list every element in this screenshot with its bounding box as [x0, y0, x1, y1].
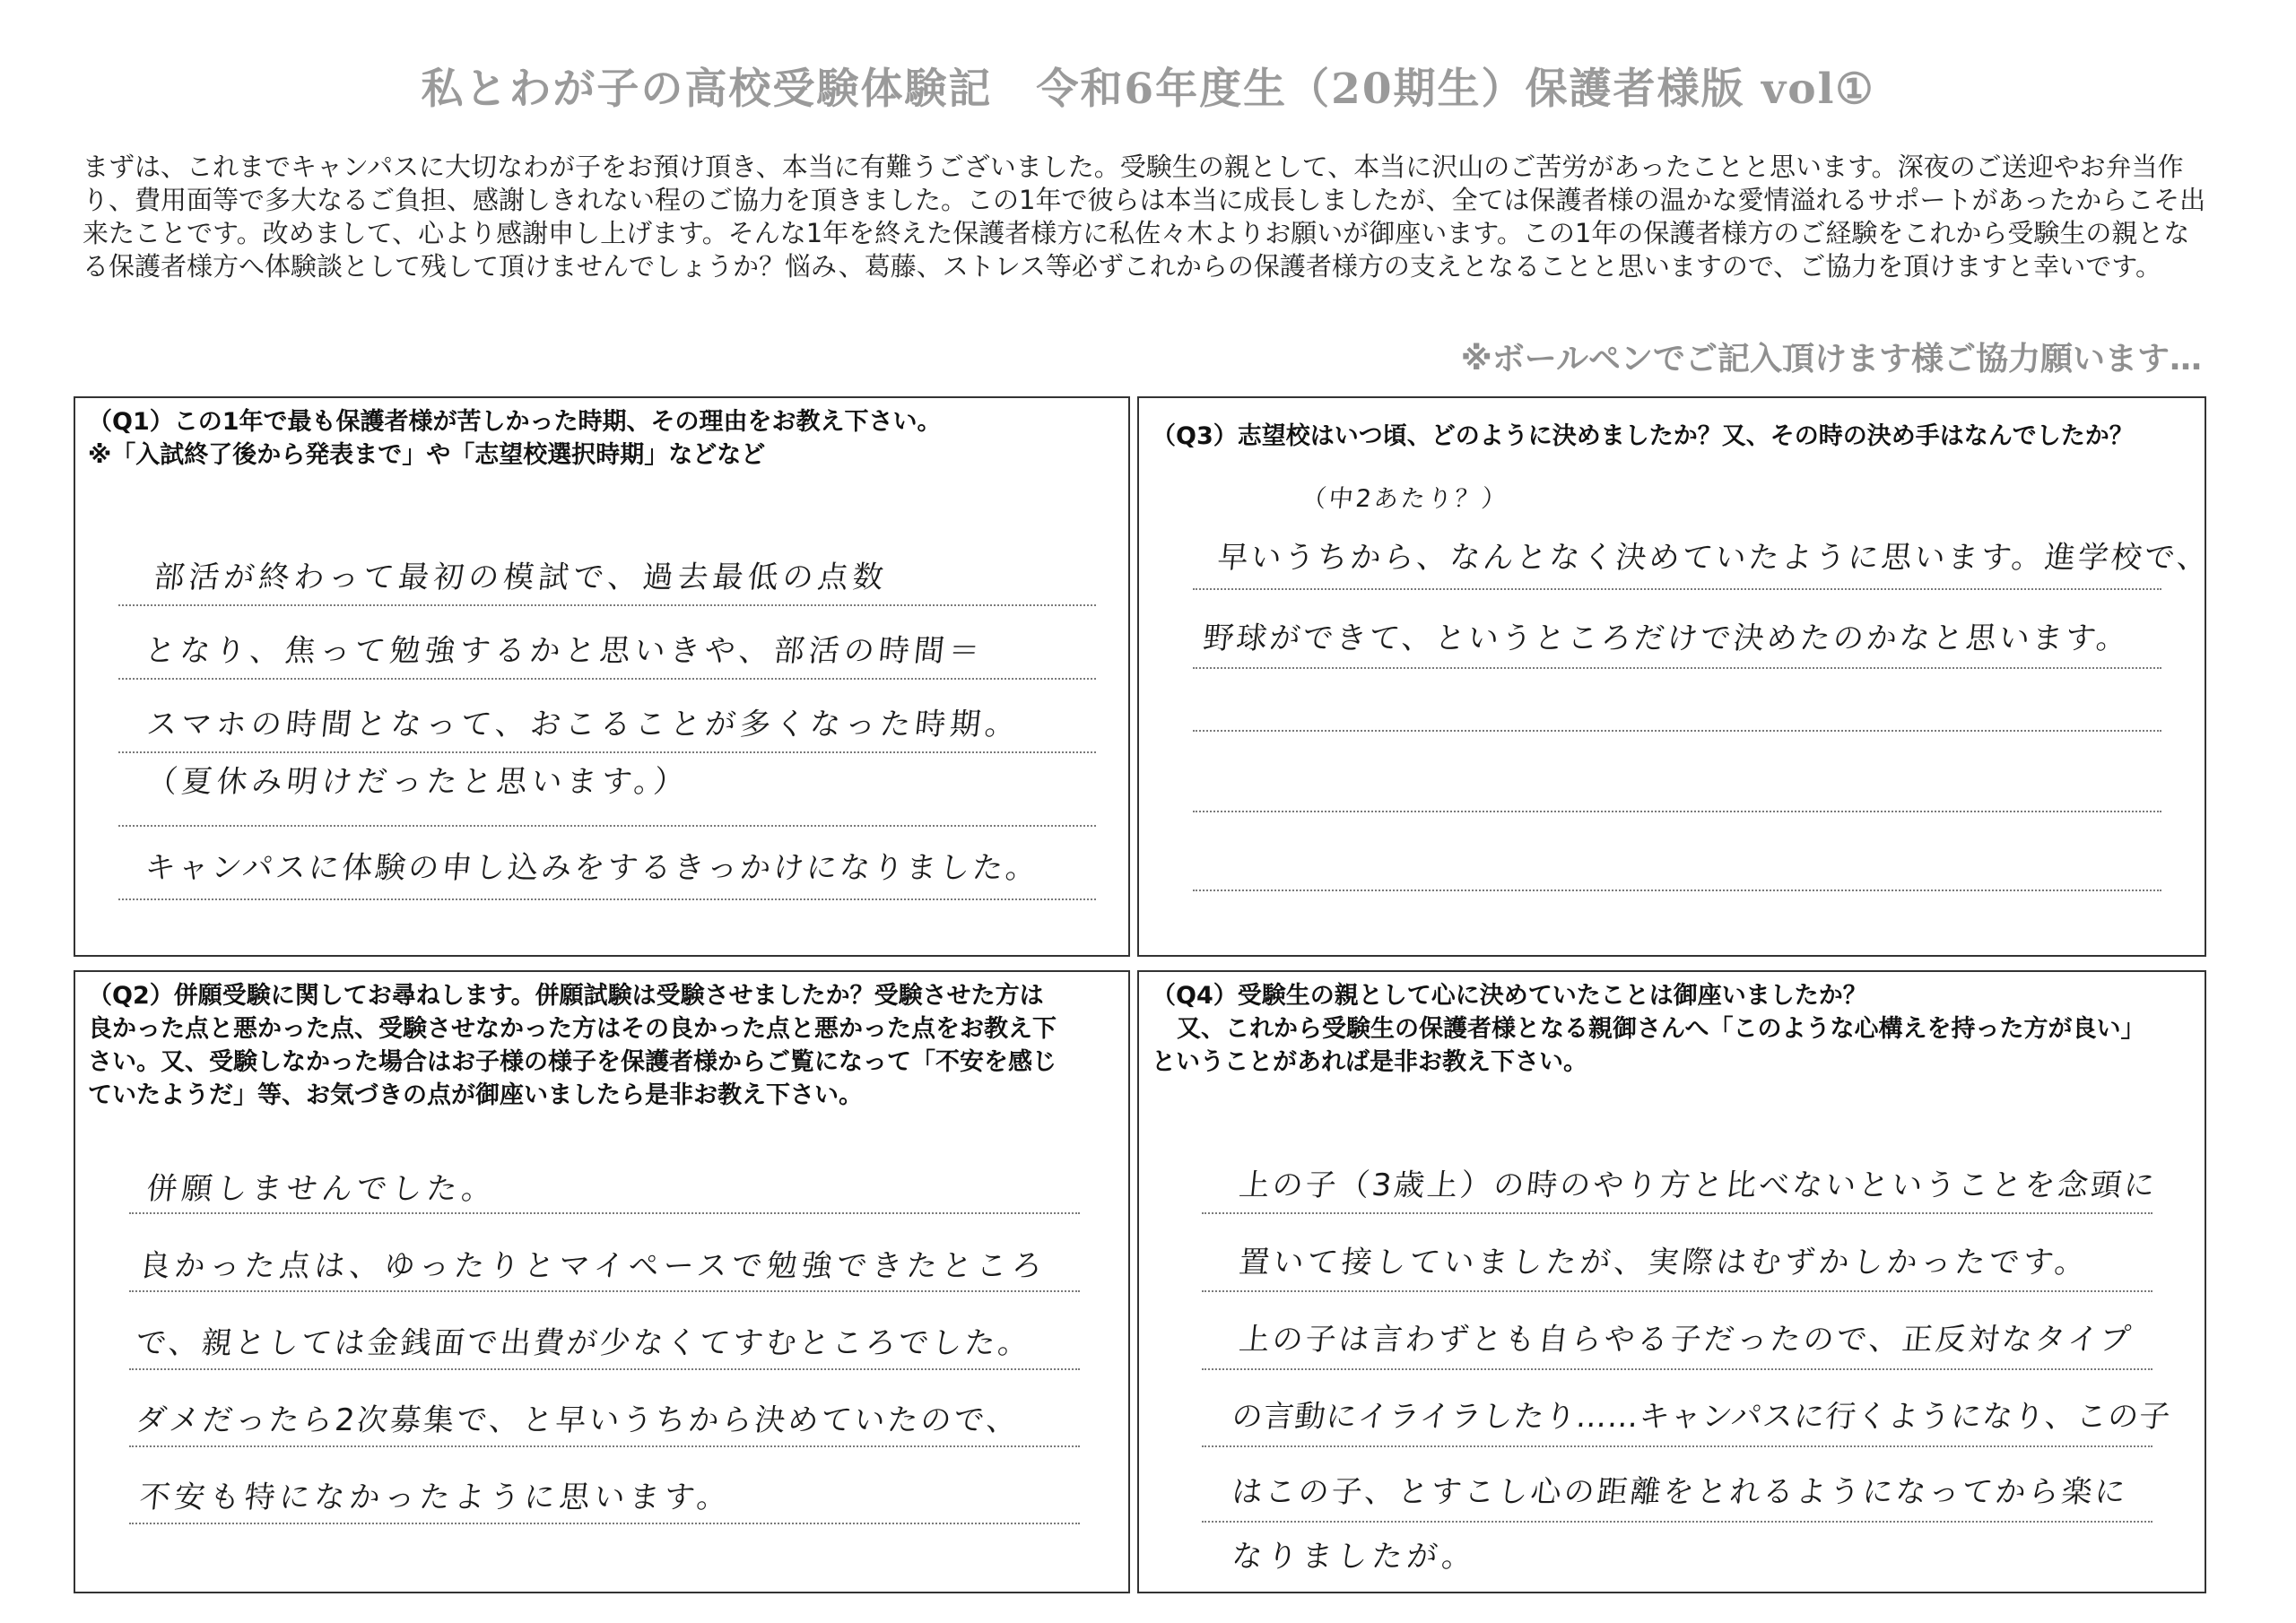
q4-answer-rule: [1202, 1445, 2152, 1447]
q2-answer-rule: [129, 1523, 1080, 1524]
q2-question-line: ていたようだ」等、お気づきの点が御座いましたら是非お教え下さい。: [88, 1081, 863, 1109]
q3-question: [1152, 405, 2196, 453]
q1-answer-line: キャンパスに体験の申し込みをするきっかけになりました。: [143, 850, 1041, 886]
q2-answer-rule: [129, 1212, 1080, 1214]
q3-handwritten-annotation: （中2あたり？）: [1300, 485, 1510, 513]
q4-question-line: ということがあれば是非お教え下さい。: [1152, 1048, 1587, 1076]
q4-answer-line: はこの子、とすこし心の距離をとれるようになってから楽に: [1230, 1474, 2130, 1510]
q1-answer-line: スマホの時間となって、おこることが多くなった時期。: [144, 707, 1022, 742]
q1-answer-rule: [118, 678, 1096, 680]
q4-answer-line: なりましたが。: [1230, 1539, 1479, 1575]
q1-answer-rule: [118, 604, 1096, 606]
q3-question-line: （Q3）志望校はいつ頃、どのように決めましたか？又、その時の決め手はなんでしたか？: [1152, 422, 2134, 450]
q2-question-line: さい。又、受験しなかった場合はお子様の様子を保護者様からご覧になって「不安を感じ: [88, 1048, 1057, 1076]
q3-answer-rule: [1193, 588, 2161, 590]
q4-question-line: （Q4）受験生の親として心に決めていたことは御座いましたか？: [1152, 982, 1867, 1010]
q2-panel: [74, 970, 1130, 1593]
q3-answer-rule: [1193, 811, 2161, 812]
q1-answer-line: となり、焦って勉強するかと思いきや、部活の時間＝: [143, 633, 987, 669]
q4-answer-rule: [1202, 1290, 2152, 1292]
intro-text: [83, 151, 2208, 283]
q2-question-line: （Q2）併願受験に関してお尋ねします。併願試験は受験させましたか？受験させた方は: [88, 982, 1044, 1010]
q2-answer-line: 併願しませんでした。: [144, 1171, 499, 1207]
q4-answer-line: 上の子（3歳上）の時のやり方と比べないということを念頭に: [1237, 1167, 2160, 1203]
q1-answer-rule: [118, 825, 1096, 827]
q3-answer-rule: [1193, 730, 2161, 732]
q1-question: [88, 405, 1119, 472]
q2-question-line: 良かった点と悪かった点、受験させなかった方はその良かった点と悪かった点をお教え下: [88, 1015, 1057, 1043]
q4-answer-rule: [1202, 1368, 2152, 1370]
q3-answer-rule: [1193, 890, 2161, 891]
q4-answer-rule: [1202, 1212, 2152, 1214]
q4-answer-line: 置いて接していましたが、実際はむずかしかったです。: [1237, 1245, 2092, 1280]
q2-answer-line: で、親としては金銭面で出費が少なくてすむところでした。: [134, 1325, 1033, 1361]
q2-answer-rule: [129, 1368, 1080, 1370]
q4-panel: [1137, 970, 2206, 1593]
q2-answer-line: ダメだったら2次募集で、と早いうちから決めていたので、: [134, 1402, 1022, 1438]
q1-answer-line: 部活が終わって最初の模試で、過去最低の点数: [152, 560, 890, 595]
q4-question: [1152, 979, 2196, 1079]
q1-answer-rule: [118, 751, 1096, 753]
q2-answer-line: 良かった点は、ゆったりとマイペースで勉強できたところ: [137, 1248, 1049, 1284]
q2-answer-line: 不安も特になかったように思います。: [137, 1480, 735, 1515]
q4-answer-rule: [1202, 1521, 2152, 1523]
page-title: 私とわが子の高校受験体験記 令和6年度生（20期生）保護者様版 vol①: [421, 65, 1875, 114]
q3-answer-line: 早いうちから、なんとなく決めていたように思います。進学校で、: [1215, 540, 2213, 576]
q2-question: [88, 979, 1119, 1112]
q1-question-line: （Q1）この1年で最も保護者様が苦しかった時期、その理由をお教え下さい。: [88, 408, 942, 436]
q3-answer-line: 野球ができて、というところだけで決めたのかなと思います。: [1201, 621, 2132, 656]
q1-answer-rule: [118, 898, 1096, 900]
q2-answer-rule: [129, 1290, 1080, 1292]
q4-answer-line: の言動にイライラしたり……キャンパスに行くようになり、この子: [1230, 1399, 2173, 1435]
q1-answer-line: （夏休み明けだったと思います。）: [144, 764, 691, 800]
q2-answer-rule: [129, 1445, 1080, 1447]
q1-question-note: ※「入試終了後から発表まで」や「志望校選択時期」などなど: [88, 441, 766, 469]
q1-panel: [74, 396, 1130, 957]
intro-paragraph: まずは、これまでキャンパスに大切なわが子をお預け頂き、本当に有難うございました。受験生の親として、本当に沢山のご苦労があったことと思います。深夜のご送迎やお弁当作り、費用面等で多大なるご負担、感謝しきれない程のご協力を頂きました。この1年で彼らは本当に成長しましたが、全ては保護者様の温かな愛情溢れるサポートがあったからこそ出来たことです。改めまして、心より感謝申し上げます。そんな1年を終えた保護者様方に私佐々木よりお願いが御座います。この1年の保護者様方のご経験をこれから受験生の親となる保護者様方へ体験談として残して頂けませんでしょうか？悩み、葛藤、ストレス等必ずこれからの保護者様方の支えとなることと思いますので、ご協力を頂けますと幸いです。: [83, 152, 2206, 282]
ballpoint-request-note: ※ボールペンでご記入頂けます様ご協力願います…: [1460, 341, 2202, 378]
q4-question-line: 又、これから受験生の保護者様となる親御さんへ「このような心構えを持った方が良い」: [1177, 1015, 2145, 1043]
q3-answer-rule: [1193, 667, 2161, 669]
q4-answer-line: 上の子は言わずとも自らやる子だったので、正反対なタイプ: [1237, 1322, 2135, 1358]
q3-panel: [1137, 396, 2213, 957]
